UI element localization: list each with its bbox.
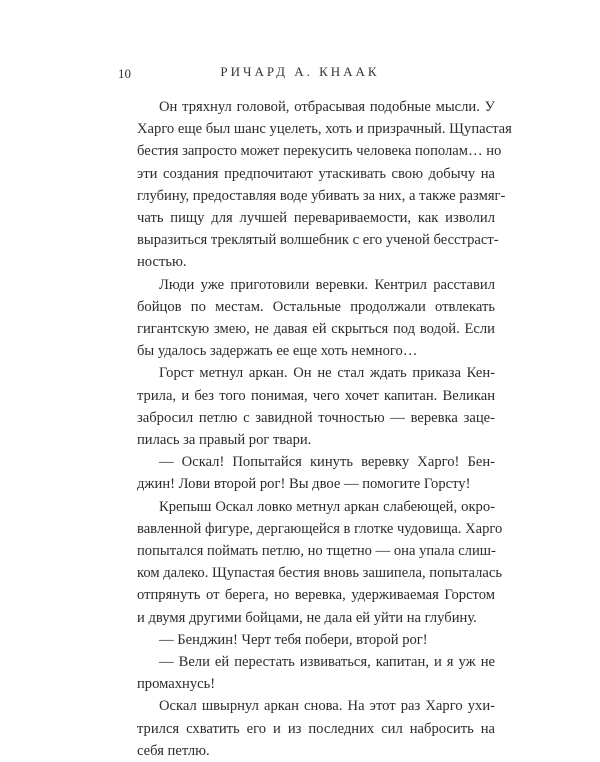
- text-line: Он тряхнул головой, отбрасывая подобные мысли. У: [159, 99, 495, 115]
- text-line: попытался поймать петлю, но тщетно — она упала слиш-: [137, 543, 496, 560]
- text-line: Оскал швырнул аркан снова. На этот раз Харго ухи-: [159, 698, 495, 715]
- running-head: РИЧАРД А. КНААК: [220, 64, 380, 79]
- text-line: выразиться треклятый волшебник с его ученой бесстраст-: [137, 232, 499, 249]
- text-line: трился схватить его и из последних сил набросить на: [137, 720, 495, 737]
- page-number: 10: [118, 66, 131, 81]
- text-line: бы удалось задержать ее еще хоть немного…: [137, 343, 418, 360]
- text-line: Люди уже приготовили веревки. Кентрил расставил: [159, 276, 495, 293]
- text-line: эти создания предпочитают утаскивать свою добычу на: [137, 165, 495, 182]
- text-line: вавленной фигуре, дергающейся в глотке чудовища. Харго: [137, 520, 503, 537]
- text-line: отпрянуть от берега, но веревка, удерживаемая Горстом: [137, 587, 495, 604]
- text-line: забросил петлю с завидной точностью — веревка заце-: [137, 409, 495, 426]
- text-line: пилась за правый рог твари.: [137, 432, 312, 449]
- text-line: бойцов по местам. Остальные продолжали отвлекать: [137, 298, 495, 315]
- text-line: себя петлю.: [137, 742, 210, 759]
- text-line: и двумя другими бойцами, не дала ей уйти на глубину.: [137, 609, 477, 626]
- text-line: — Оскал! Попытайся кинуть веревку Харго! Бен-: [159, 454, 495, 471]
- text-line: чать пищу для лучшей перевариваемости, как изволил: [137, 210, 495, 227]
- text-line: Харго еще был шанс уцелеть, хоть и призрачный. Щупастая: [137, 121, 512, 138]
- text-line: джин! Лови второй рог! Вы двое — помогите Горсту!: [137, 476, 471, 493]
- text-line: ностью.: [137, 254, 187, 271]
- text-line: бестия запросто может перекусить человека пополам… но: [137, 143, 502, 160]
- text-line: глубину, предоставляя воде убивать за них, а также размяг-: [137, 187, 506, 204]
- text-line: — Вели ей перестать извиваться, капитан, и я уж не: [159, 654, 495, 671]
- text-line: — Бенджин! Черт тебя побери, второй рог!: [159, 631, 428, 648]
- text-line: Горст метнул аркан. Он не стал ждать приказа Кен-: [159, 365, 495, 382]
- text-line: трила, и без того понимая, чего хочет капитан. Великан: [137, 387, 495, 404]
- text-line: гигантскую змею, не давая ей скрыться под водой. Если: [137, 321, 495, 338]
- text-line: Крепыш Оскал ловко метнул аркан слабеющей, окро-: [159, 498, 495, 515]
- body-text: [137, 96, 512, 762]
- text-line: промахнусь!: [137, 676, 216, 693]
- text-line: ком далеко. Щупастая бестия вновь зашипела, попыталась: [137, 565, 503, 582]
